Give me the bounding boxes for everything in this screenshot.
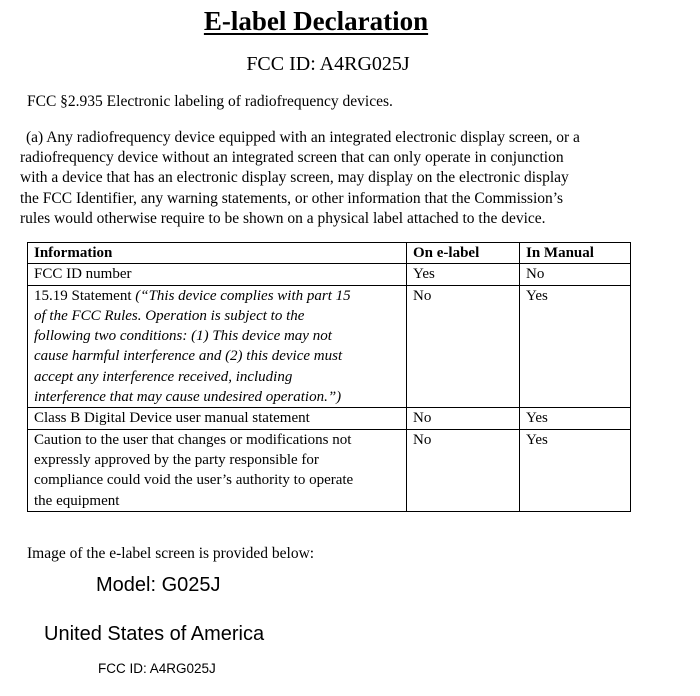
- table-header-row: [28, 243, 631, 264]
- row-in-manual: Yes: [520, 429, 631, 511]
- elabel-model: Model: G025J: [96, 574, 221, 596]
- row-information: [28, 264, 407, 285]
- statement-quote-line: of the FCC Rules. Operation is subject to the: [34, 307, 305, 324]
- paragraph-line: with a device that has an electronic display screen, may display on the electronic display: [20, 169, 569, 187]
- row-on-elabel: No: [407, 285, 520, 408]
- paragraph-line: rules would otherwise require to be shown on a physical label attached to the device.: [20, 209, 546, 227]
- fcc-id-heading: FCC ID: A4RG025J: [246, 53, 410, 75]
- row-information: [28, 429, 407, 511]
- cell-line: expressly approved by the party responsible for: [34, 451, 319, 468]
- header-in-manual: In Manual: [520, 243, 631, 264]
- labeling-info-table: [27, 242, 631, 512]
- table-row: [28, 285, 631, 408]
- statement-quote-line: interference that may cause undesired operation.”): [34, 389, 342, 406]
- paragraph-line: radiofrequency device without an integrated screen that can only operate in conjunction: [20, 149, 564, 167]
- rule-paragraph: [20, 128, 640, 229]
- cell-line: FCC ID number: [34, 266, 132, 283]
- row-in-manual: Yes: [520, 408, 631, 429]
- paragraph-line: the FCC Identifier, any warning statements, or other information that the Commission’s: [20, 189, 564, 207]
- row-on-elabel: Yes: [407, 264, 520, 285]
- statement-quote-line: (“This device complies with part 15: [135, 287, 351, 304]
- elabel-country: United States of America: [44, 623, 265, 645]
- cell-line: Class B Digital Device user manual statement: [34, 410, 310, 427]
- header-information: Information: [28, 243, 407, 264]
- cell-line: [34, 286, 400, 306]
- row-in-manual: No: [520, 264, 631, 285]
- page-title-text: E-label Declaration: [203, 6, 429, 36]
- cell-line: compliance could void the user’s authority to operate: [34, 472, 354, 489]
- row-information: [28, 285, 407, 408]
- row-on-elabel: No: [407, 429, 520, 511]
- statement-label: 15.19 Statement: [34, 287, 136, 304]
- page-title: [0, 4, 632, 38]
- statement-quote-line: following two conditions: (1) This device may not: [34, 328, 332, 345]
- table-row: [28, 429, 631, 511]
- rule-reference: FCC §2.935 Electronic labeling of radiofrequency devices.: [27, 93, 393, 110]
- statement-quote-line: accept any interference received, including: [34, 368, 293, 385]
- table-row: [28, 264, 631, 285]
- row-on-elabel: No: [407, 408, 520, 429]
- row-in-manual: Yes: [520, 285, 631, 408]
- cell-line: Caution to the user that changes or modifications not: [34, 431, 352, 448]
- table-row: [28, 408, 631, 429]
- row-information: [28, 408, 407, 429]
- header-on-elabel: On e-label: [407, 243, 520, 264]
- paragraph-line: (a) Any radiofrequency device equipped with an integrated electronic display screen, or a: [26, 129, 580, 146]
- cell-line: the equipment: [34, 492, 120, 509]
- elabel-caption: Image of the e-label screen is provided below:: [27, 545, 315, 562]
- elabel-fcc-id: FCC ID: A4RG025J: [98, 661, 216, 676]
- statement-quote-line: cause harmful interference and (2) this device must: [34, 348, 343, 365]
